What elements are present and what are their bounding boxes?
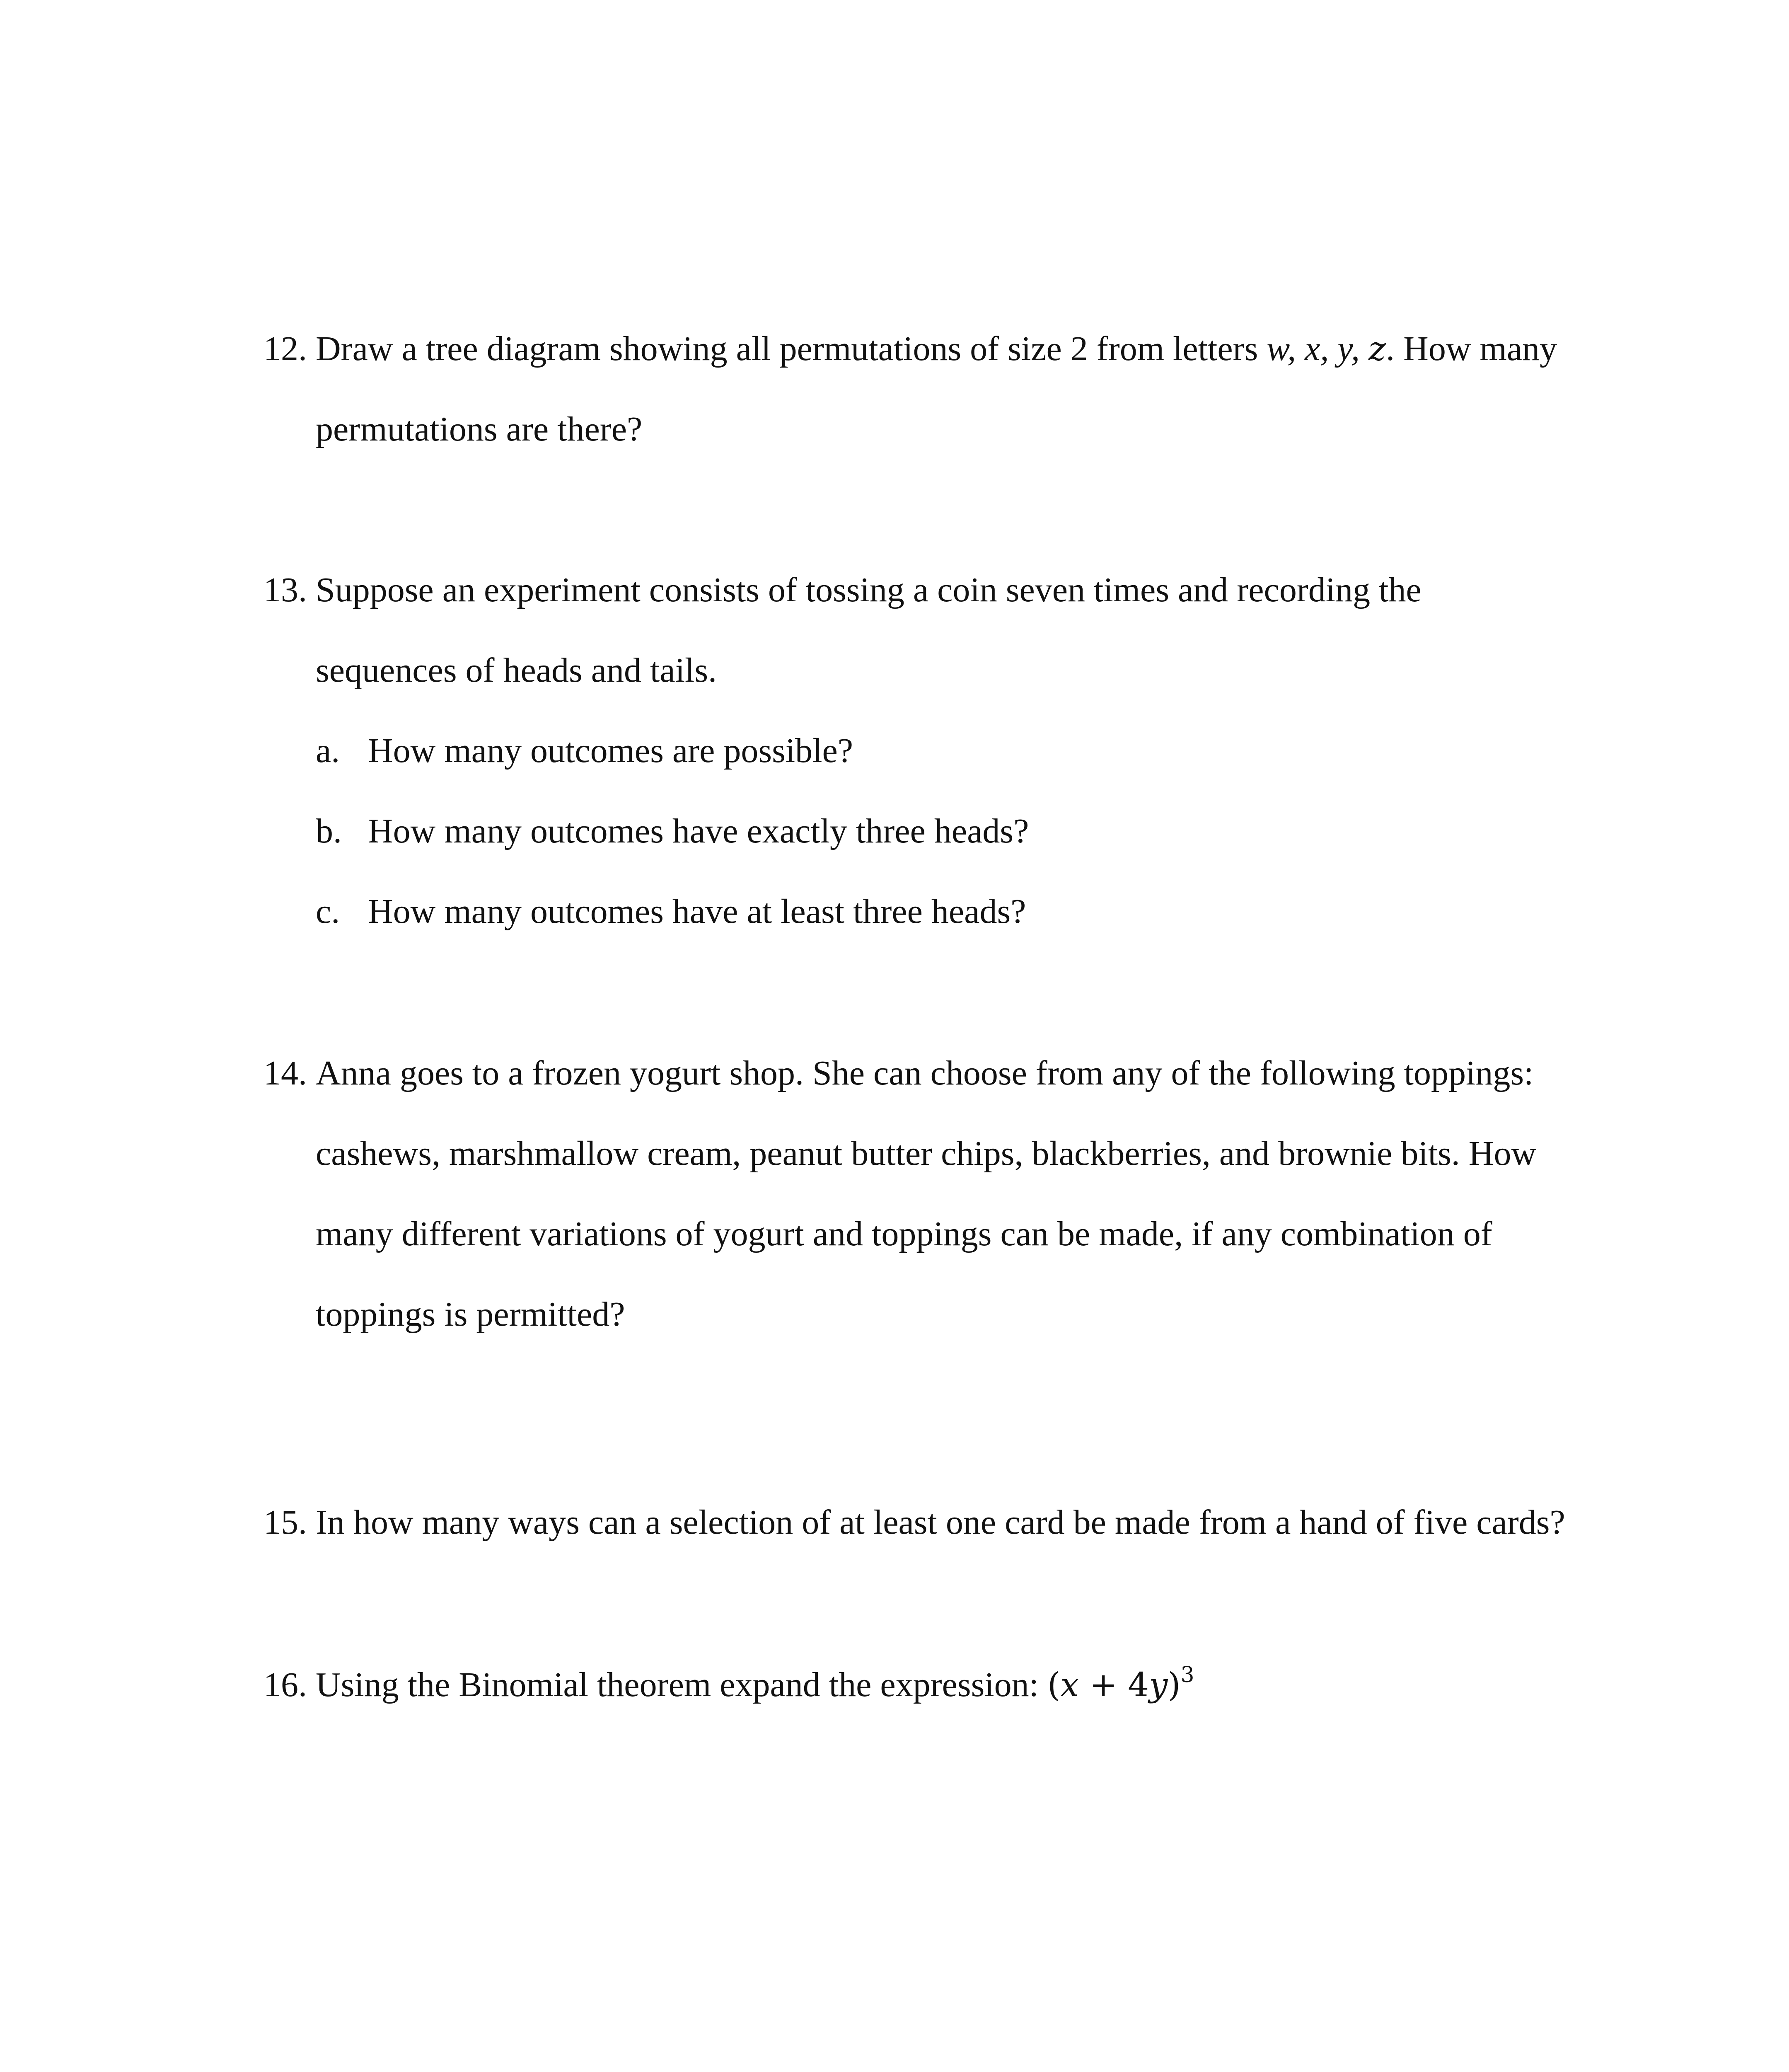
part-letter: b.	[316, 812, 342, 850]
question-text-line: Suppose an experiment consists of tossing a coin seven times and recording the	[316, 571, 1422, 609]
paren-open: (	[1047, 1665, 1061, 1704]
question-text-line	[316, 1664, 1194, 1706]
question-number: 16.	[264, 1665, 307, 1704]
letter-z: z	[1368, 329, 1386, 368]
question-text: Draw a tree diagram showing all permutations of size 2 from letters	[316, 329, 1267, 368]
question-number: 12.	[264, 329, 307, 368]
paren-close: )	[1168, 1665, 1181, 1704]
question-text-line	[316, 328, 1557, 370]
math-expression	[1047, 1665, 1194, 1704]
question-number: 13.	[264, 571, 307, 609]
letters-italic: w, x, y,	[1267, 329, 1369, 368]
question-text: . How many	[1386, 329, 1557, 368]
part-letter: a.	[316, 731, 340, 770]
question-text-line: Anna goes to a frozen yogurt shop. She can choose from any of the following toppings:	[316, 1054, 1534, 1092]
part-letter: c.	[316, 892, 340, 931]
question-text-line: sequences of heads and tails.	[316, 651, 717, 690]
plus-coefficient: + 4	[1079, 1665, 1149, 1704]
question-text: Using the Binomial theorem expand the expression:	[316, 1665, 1047, 1704]
part-text: How many outcomes have exactly three heads?	[368, 812, 1029, 850]
var-x: x	[1060, 1665, 1079, 1704]
part-text: How many outcomes are possible?	[368, 731, 853, 770]
question-number: 15.	[264, 1503, 307, 1542]
question-text-line: many different variations of yogurt and toppings can be made, if any combination of	[316, 1215, 1492, 1253]
question-text-line: permutations are there?	[316, 410, 643, 448]
exponent: 3	[1180, 1663, 1194, 1687]
question-text-line: toppings is permitted?	[316, 1295, 625, 1334]
part-text: How many outcomes have at least three heads?	[368, 892, 1026, 931]
question-text-line: In how many ways can a selection of at least one card be made from a hand of five cards?	[316, 1503, 1565, 1542]
question-number: 14.	[264, 1054, 307, 1092]
question-text-line: cashews, marshmallow cream, peanut butter chips, blackberries, and brownie bits. How	[316, 1134, 1537, 1173]
var-y: y	[1149, 1665, 1168, 1704]
